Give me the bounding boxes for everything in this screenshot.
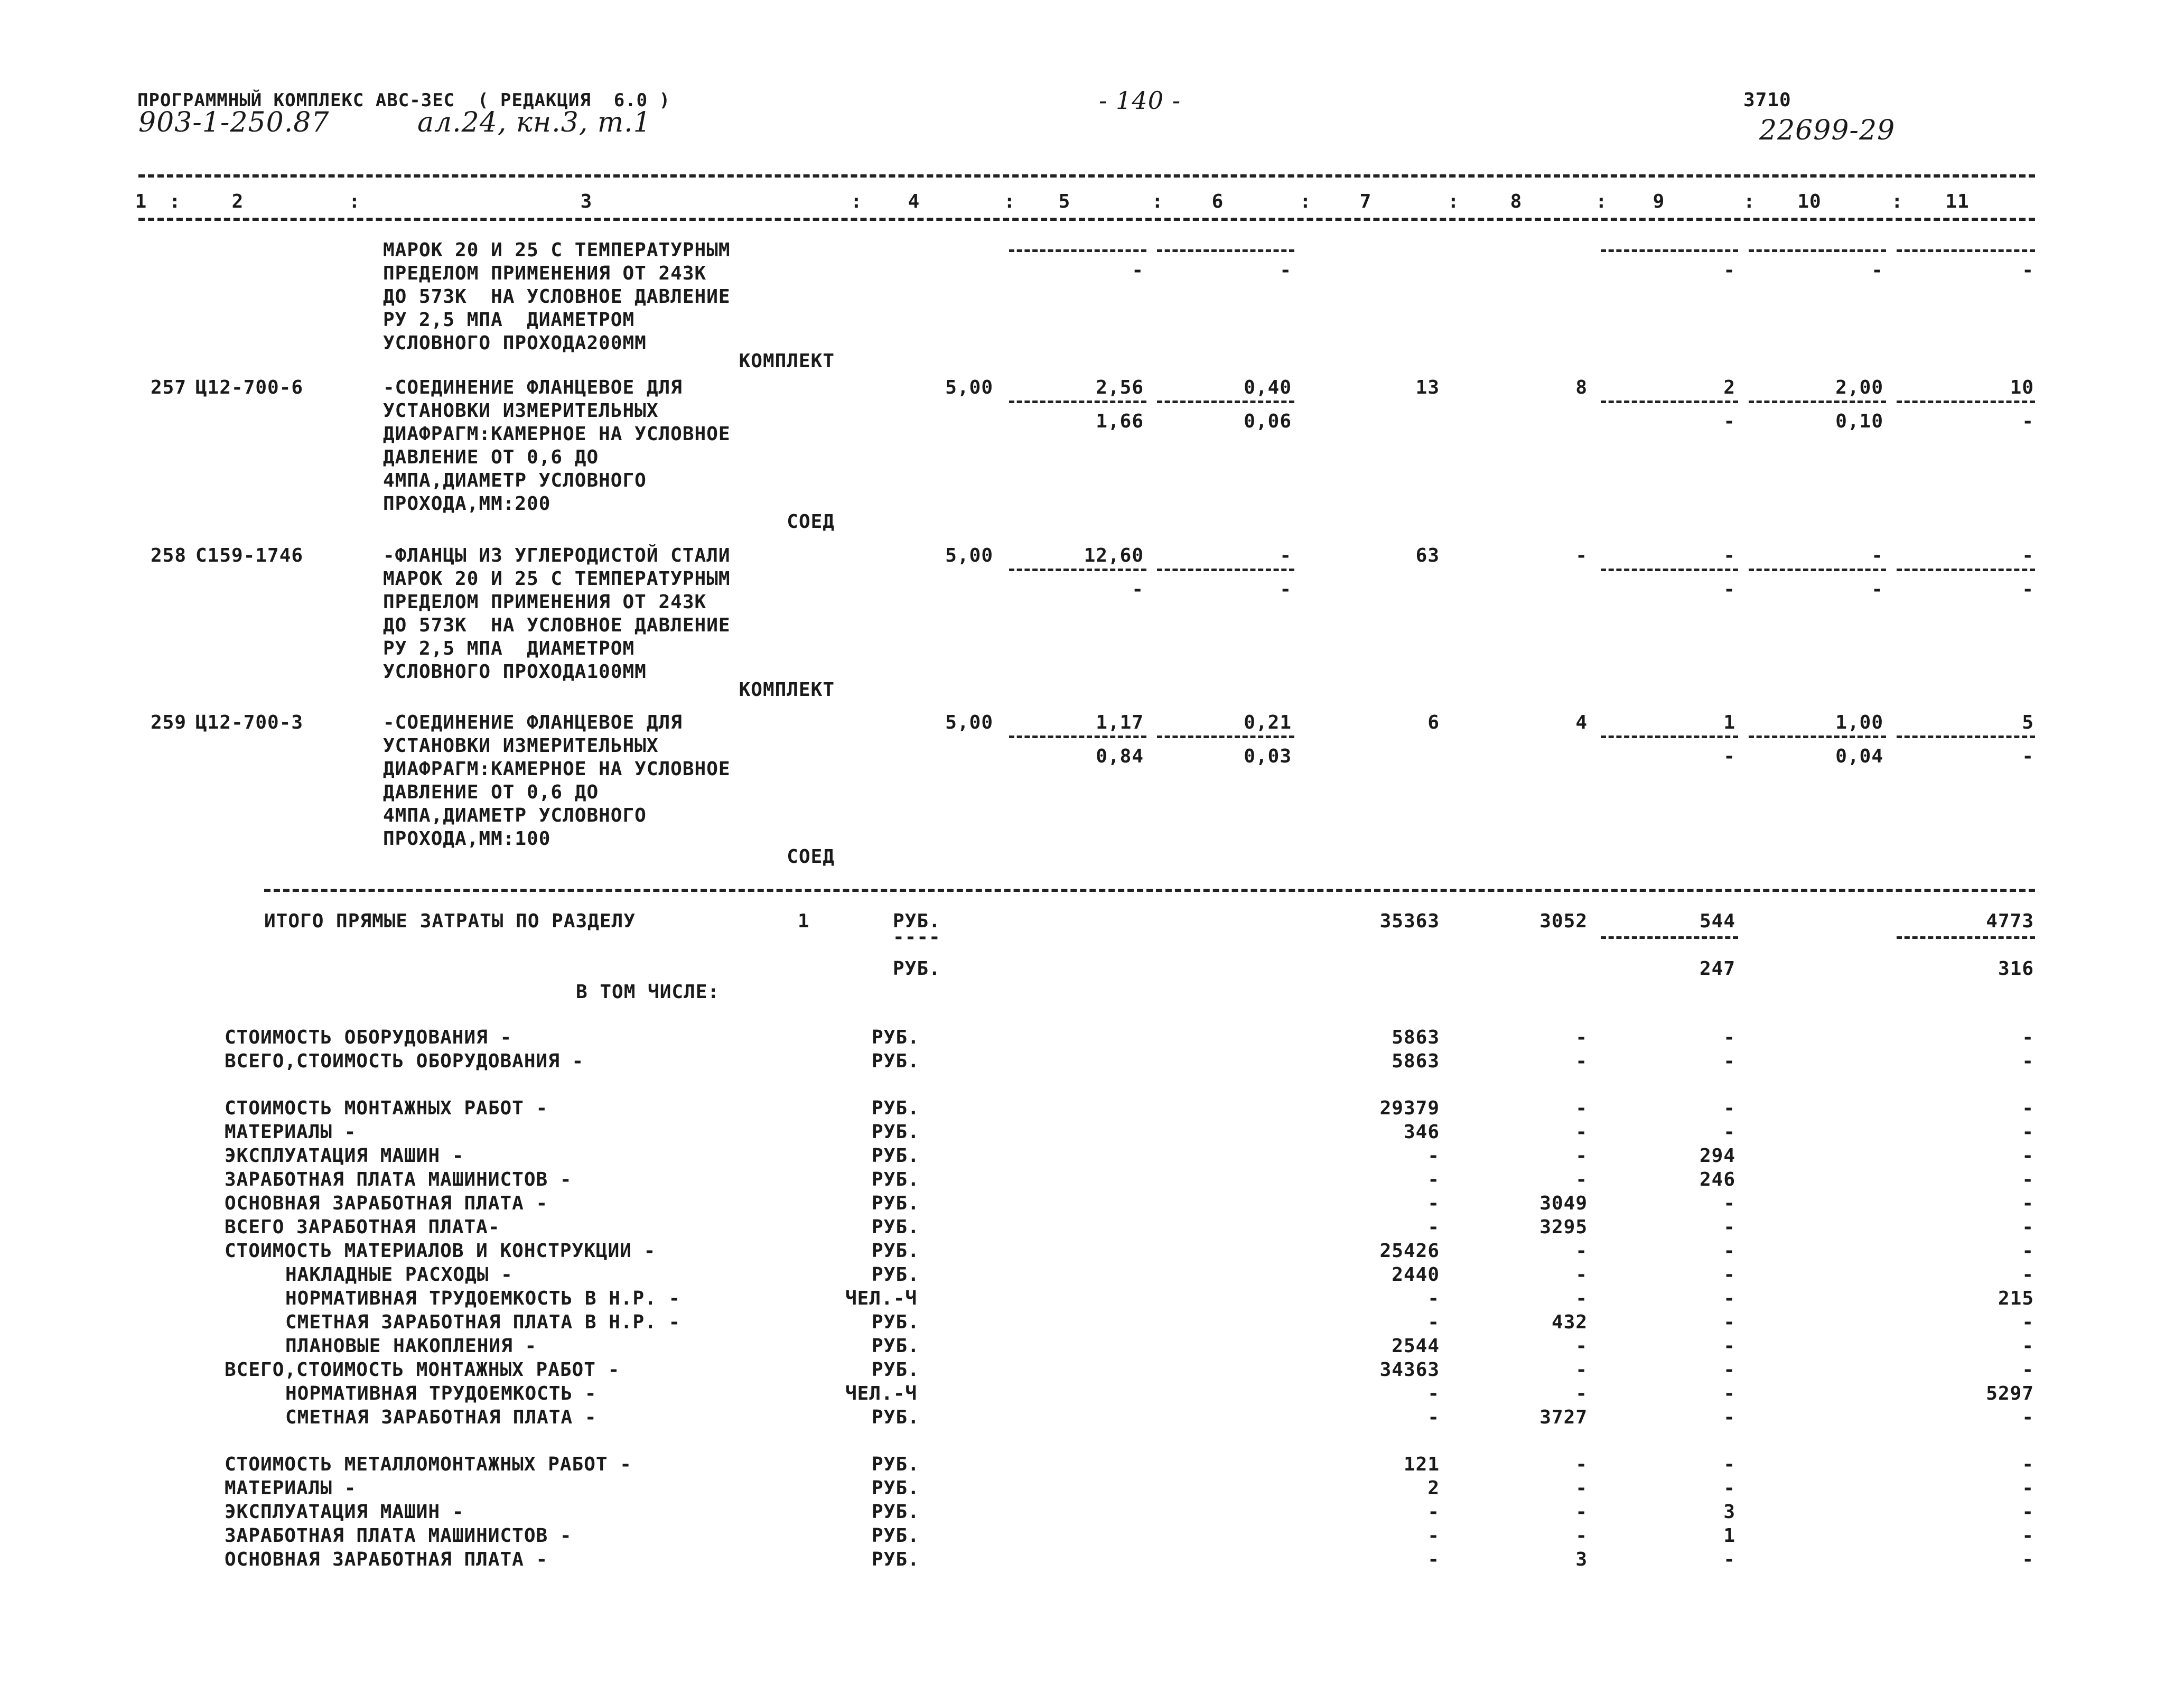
summary-col11: -: [2022, 1097, 2034, 1119]
column-header-4: 4: [908, 191, 920, 212]
summary-label: НОРМАТИВНАЯ ТРУДОЕМКОСТЬ -: [285, 1383, 597, 1404]
cell-col10: -: [1871, 545, 1883, 566]
item-description-line: ПРЕДЕЛОМ ПРИМЕНЕНИЯ ОТ 243К: [383, 591, 707, 613]
summary-label: НОРМАТИВНАЯ ТРУДОЕМКОСТЬ В Н.Р. -: [285, 1288, 681, 1309]
summary-col9: -: [1723, 1335, 1735, 1357]
summary-col7: -: [1427, 1216, 1440, 1238]
summary-unit: РУБ.: [872, 1050, 920, 1072]
item-description-line: ДИАФРАГМ:КАМЕРНОЕ НА УСЛОВНОЕ: [383, 423, 731, 445]
cell-col7: 6: [1427, 712, 1440, 733]
underline-col5: [1009, 736, 1146, 738]
summary-unit: РУБ.: [872, 1145, 920, 1167]
summary-col7: 2544: [1392, 1335, 1440, 1357]
item-unit: СОЕД: [787, 846, 835, 868]
underline-col11: [1897, 401, 2035, 403]
summary-col11: 5297: [1986, 1383, 2034, 1404]
summary-label: ОСНОВНАЯ ЗАРАБОТНАЯ ПЛАТА -: [225, 1549, 548, 1570]
underline-col10: [1749, 736, 1886, 738]
summary-col11: -: [2022, 1216, 2034, 1238]
header-rule-bottom: [138, 218, 2035, 221]
summary-col11: -: [2022, 1454, 2034, 1475]
column-separator: :: [1595, 191, 1608, 212]
item-description-line: УСЛОВНОГО ПРОХОДА100ММ: [383, 661, 647, 683]
cell-col5: 2,56: [1096, 377, 1144, 398]
summary-col11: -: [2022, 1407, 2034, 1428]
summary-col8: -: [1575, 1501, 1588, 1523]
column-header-10: 10: [1797, 191, 1822, 212]
summary-col7: 34363: [1379, 1359, 1440, 1381]
summary-unit: РУБ.: [872, 1193, 920, 1214]
cell-col11: -: [2022, 545, 2034, 566]
total-unit: РУБ.: [893, 910, 941, 932]
total-col9-second: 247: [1699, 958, 1735, 980]
summary-label: МАТЕРИАЛЫ -: [225, 1121, 357, 1143]
item-description-line: ДО 573К НА УСЛОВНОЕ ДАВЛЕНИЕ: [383, 615, 731, 636]
column-separator: :: [169, 191, 181, 212]
total-rule: [264, 889, 2035, 892]
item-code: Ц12-700-6: [195, 377, 304, 398]
column-header-11: 11: [1945, 191, 1970, 212]
cell-col8: 4: [1575, 712, 1588, 733]
underline-col9: [1601, 736, 1738, 738]
cell-col6: 0,40: [1244, 377, 1292, 398]
column-header-3: 3: [580, 191, 593, 212]
column-header-7: 7: [1359, 191, 1372, 212]
summary-label: ЗАРАБОТНАЯ ПЛАТА МАШИНИСТОВ -: [225, 1169, 572, 1190]
cell-col11-second: -: [2022, 579, 2034, 600]
summary-col11: -: [2022, 1145, 2034, 1167]
item-description-line: РУ 2,5 МПА ДИАМЕТРОМ: [383, 309, 635, 331]
program-title: ПРОГРАММНЫЙ КОМПЛЕКС АВС-ЗЕС ( РЕДАКЦИЯ 6.0 ): [137, 90, 671, 111]
underline-col9: [1601, 249, 1738, 252]
summary-col9: -: [1723, 1264, 1735, 1286]
summary-col9: -: [1723, 1359, 1735, 1381]
cell-col6-second: -: [1280, 579, 1292, 600]
cell-col10-second: -: [1871, 259, 1883, 281]
summary-unit: ЧЕЛ.-Ч: [845, 1288, 918, 1309]
cell-col10: 2,00: [1835, 377, 1883, 398]
item-description-line: ДО 573К НА УСЛОВНОЕ ДАВЛЕНИЕ: [383, 286, 731, 308]
item-description-line: РУ 2,5 МПА ДИАМЕТРОМ: [383, 638, 635, 659]
summary-col9: -: [1723, 1454, 1735, 1475]
summary-label: СТОИМОСТЬ МАТЕРИАЛОВ И КОНСТРУКЦИИ -: [225, 1240, 656, 1262]
document-code: 3710: [1743, 89, 1791, 111]
summary-unit: РУБ.: [872, 1311, 920, 1333]
underline-col11: [1897, 569, 2035, 571]
item-description-line: ПРОХОДА,ММ:100: [383, 828, 551, 850]
summary-unit: РУБ.: [872, 1027, 920, 1048]
cell-col10-second: 0,10: [1835, 411, 1883, 432]
summary-label: ПЛАНОВЫЕ НАКОПЛЕНИЯ -: [285, 1335, 537, 1357]
summary-col11: -: [2022, 1525, 2034, 1547]
item-description-line: ДИАФРАГМ:КАМЕРНОЕ НА УСЛОВНОЕ: [383, 758, 731, 780]
summary-col11: -: [2022, 1549, 2034, 1570]
page-number: - 140 -: [1099, 86, 1181, 115]
item-description-line: 4МПА,ДИАМЕТР УСЛОВНОГО: [383, 805, 647, 826]
cell-col4: 5,00: [945, 377, 993, 398]
summary-col9: -: [1723, 1383, 1735, 1404]
item-unit: КОМПЛЕКТ: [739, 350, 835, 372]
item-code: С159-1746: [195, 545, 304, 566]
summary-col8: -: [1575, 1477, 1588, 1499]
summary-col11: -: [2022, 1169, 2034, 1190]
summary-col7: 29379: [1379, 1097, 1440, 1119]
cell-col11-second: -: [2022, 411, 2034, 432]
summary-col8: 3727: [1539, 1407, 1588, 1428]
column-separator: :: [1300, 191, 1312, 212]
column-header-9: 9: [1653, 191, 1665, 212]
item-description-line: ПРОХОДА,ММ:200: [383, 493, 551, 515]
column-header-2: 2: [231, 191, 244, 212]
total-col11: 4773: [1986, 910, 2034, 932]
cell-col11: 5: [2022, 712, 2034, 733]
summary-label: СТОИМОСТЬ МОНТАЖНЫХ РАБОТ -: [225, 1097, 548, 1119]
summary-unit: РУБ.: [872, 1549, 920, 1570]
cell-col5-second: -: [1132, 579, 1144, 600]
item-description-line: УСТАНОВКИ ИЗМЕРИТЕЛЬНЫХ: [383, 735, 659, 757]
summary-unit: РУБ.: [872, 1240, 920, 1262]
column-header-6: 6: [1211, 191, 1224, 212]
summary-col8: -: [1575, 1145, 1588, 1167]
summary-col9: -: [1723, 1549, 1735, 1570]
summary-col7: 5863: [1392, 1027, 1440, 1048]
summary-label: ЭКСПЛУАТАЦИЯ МАШИН -: [225, 1145, 464, 1167]
summary-col7: 5863: [1392, 1050, 1440, 1072]
cell-col10: 1,00: [1835, 712, 1883, 733]
summary-label: СТОИМОСТЬ ОБОРУДОВАНИЯ -: [225, 1027, 512, 1048]
total-col11-second: 316: [1998, 958, 2034, 980]
summary-label: СМЕТНАЯ ЗАРАБОТНАЯ ПЛАТА -: [285, 1407, 597, 1428]
cell-col9-second: -: [1723, 259, 1735, 281]
cell-col6: 0,21: [1244, 712, 1292, 733]
cell-col5: 1,17: [1096, 712, 1144, 733]
total-underline-col9: [1601, 936, 1738, 939]
summary-col9: 3: [1723, 1501, 1735, 1523]
cell-col10-second: -: [1871, 579, 1883, 600]
cell-col7: 13: [1415, 377, 1440, 398]
summary-label: ЗАРАБОТНАЯ ПЛАТА МАШИНИСТОВ -: [225, 1525, 572, 1547]
underline-col5: [1009, 401, 1146, 403]
cell-col8: -: [1575, 545, 1588, 566]
handwritten-album-ref: ал.24, кн.3, т.1: [417, 107, 651, 138]
summary-col7: -: [1427, 1501, 1440, 1523]
summary-col9: -: [1723, 1216, 1735, 1238]
item-description-line: ДАВЛЕНИЕ ОТ 0,6 ДО: [383, 446, 599, 468]
summary-col11: -: [2022, 1335, 2034, 1357]
column-header-8: 8: [1510, 191, 1523, 212]
summary-col9: -: [1723, 1477, 1735, 1499]
summary-unit: РУБ.: [872, 1477, 920, 1499]
summary-col8: -: [1575, 1240, 1588, 1262]
cell-col9: 1: [1723, 712, 1735, 733]
summary-label: ВСЕГО ЗАРАБОТНАЯ ПЛАТА-: [225, 1216, 500, 1238]
total-unit-second: РУБ.: [893, 958, 941, 980]
summary-col7: -: [1427, 1525, 1440, 1547]
summary-col11: -: [2022, 1477, 2034, 1499]
summary-col8: -: [1575, 1121, 1588, 1143]
summary-col9: -: [1723, 1050, 1735, 1072]
summary-col11: 215: [1998, 1288, 2034, 1309]
summary-col8: -: [1575, 1359, 1588, 1381]
summary-label: СТОИМОСТЬ МЕТАЛЛОМОНТАЖНЫХ РАБОТ -: [225, 1454, 632, 1475]
summary-label: ОСНОВНАЯ ЗАРАБОТНАЯ ПЛАТА -: [225, 1193, 548, 1214]
summary-col11: -: [2022, 1501, 2034, 1523]
item-number: 257: [151, 377, 187, 398]
summary-col9: -: [1723, 1121, 1735, 1143]
summary-unit: РУБ.: [872, 1216, 920, 1238]
summary-col8: -: [1575, 1288, 1588, 1309]
summary-label: НАКЛАДНЫЕ РАСХОДЫ -: [285, 1264, 513, 1286]
item-description-line: ДАВЛЕНИЕ ОТ 0,6 ДО: [383, 781, 599, 803]
cell-col11-second: -: [2022, 259, 2034, 281]
underline-col10: [1749, 401, 1886, 403]
total-section-number: 1: [798, 910, 810, 932]
summary-col11: -: [2022, 1193, 2034, 1214]
item-number: 259: [151, 712, 187, 733]
column-separator: :: [1448, 191, 1460, 212]
item-description-line: МАРОК 20 И 25 С ТЕМПЕРАТУРНЫМ: [383, 239, 731, 261]
cell-col11: 10: [2010, 377, 2034, 398]
column-separator: :: [1743, 191, 1756, 212]
summary-label: СМЕТНАЯ ЗАРАБОТНАЯ ПЛАТА В Н.Р. -: [285, 1311, 681, 1333]
cell-col4: 5,00: [945, 712, 993, 733]
column-separator: :: [1152, 191, 1164, 212]
total-col9: 544: [1699, 910, 1735, 932]
cell-col5-second: 1,66: [1096, 411, 1144, 432]
cell-col6-second: 0,06: [1244, 411, 1292, 432]
cell-col7: 63: [1415, 545, 1440, 566]
cell-col6-second: 0,03: [1244, 746, 1292, 767]
including-heading: В ТОМ ЧИСЛЕ:: [576, 981, 720, 1003]
total-col7: 35363: [1379, 910, 1440, 932]
summary-col11: -: [2022, 1264, 2034, 1286]
summary-unit: РУБ.: [872, 1097, 920, 1119]
total-label: ИТОГО ПРЯМЫЕ ЗАТРАТЫ ПО РАЗДЕЛУ: [264, 910, 636, 932]
summary-col7: 2: [1427, 1477, 1440, 1499]
summary-col8: 3295: [1539, 1216, 1588, 1238]
summary-col7: 346: [1403, 1121, 1440, 1143]
summary-unit: РУБ.: [872, 1501, 920, 1523]
summary-col9: 246: [1699, 1169, 1735, 1190]
cell-col9: -: [1723, 545, 1735, 566]
handwritten-project-code: 903-1-250.87: [138, 107, 330, 138]
summary-col11: -: [2022, 1121, 2034, 1143]
column-separator: :: [349, 191, 361, 212]
total-unit-underline: ----: [893, 926, 941, 948]
cell-col6-second: -: [1280, 259, 1292, 281]
summary-col7: 2440: [1392, 1264, 1440, 1286]
handwritten-inventory-number: 22699-29: [1759, 115, 1896, 146]
item-description-line: -ФЛАНЦЫ ИЗ УГЛЕРОДИСТОЙ СТАЛИ: [383, 545, 731, 566]
summary-unit: ЧЕЛ.-Ч: [845, 1383, 918, 1404]
item-description-line: УСЛОВНОГО ПРОХОДА200ММ: [383, 332, 647, 354]
item-description-line: ПРЕДЕЛОМ ПРИМЕНЕНИЯ ОТ 243К: [383, 263, 707, 284]
cell-col10-second: 0,04: [1835, 746, 1883, 767]
underline-col6: [1157, 736, 1294, 738]
column-separator: :: [851, 191, 863, 212]
summary-col8: -: [1575, 1383, 1588, 1404]
underline-col10: [1749, 249, 1886, 252]
cell-col5: 12,60: [1084, 545, 1144, 566]
item-code: Ц12-700-3: [195, 712, 304, 733]
summary-label: ВСЕГО,СТОИМОСТЬ ОБОРУДОВАНИЯ -: [225, 1050, 584, 1072]
summary-col9: -: [1723, 1407, 1735, 1428]
summary-unit: РУБ.: [872, 1359, 920, 1381]
summary-col8: -: [1575, 1027, 1588, 1048]
underline-col5: [1009, 249, 1146, 252]
summary-col11: -: [2022, 1311, 2034, 1333]
summary-unit: РУБ.: [872, 1454, 920, 1475]
summary-unit: РУБ.: [872, 1407, 920, 1428]
summary-unit: РУБ.: [872, 1335, 920, 1357]
summary-col8: -: [1575, 1525, 1588, 1547]
summary-col11: -: [2022, 1027, 2034, 1048]
cell-col8: 8: [1575, 377, 1588, 398]
underline-col6: [1157, 249, 1294, 252]
summary-unit: РУБ.: [872, 1121, 920, 1143]
cell-col5-second: 0,84: [1096, 746, 1144, 767]
column-separator: :: [1891, 191, 1903, 212]
underline-col9: [1601, 569, 1738, 571]
cell-col9-second: -: [1723, 411, 1735, 432]
underline-col11: [1897, 249, 2035, 252]
cell-col9-second: -: [1723, 746, 1735, 767]
column-header-1: 1: [135, 191, 147, 212]
summary-col7: -: [1427, 1288, 1440, 1309]
summary-col8: -: [1575, 1097, 1588, 1119]
cell-col9-second: -: [1723, 579, 1735, 600]
summary-col9: -: [1723, 1027, 1735, 1048]
summary-col7: 25426: [1379, 1240, 1440, 1262]
summary-col8: -: [1575, 1169, 1588, 1190]
summary-col11: -: [2022, 1240, 2034, 1262]
item-unit: СОЕД: [787, 511, 835, 533]
column-separator: :: [1004, 191, 1016, 212]
item-number: 258: [151, 545, 187, 566]
column-header-5: 5: [1058, 191, 1071, 212]
underline-col6: [1157, 401, 1294, 403]
summary-col9: -: [1723, 1240, 1735, 1262]
summary-col9: -: [1723, 1288, 1735, 1309]
item-unit: КОМПЛЕКТ: [739, 679, 835, 701]
summary-label: МАТЕРИАЛЫ -: [225, 1477, 357, 1499]
summary-col9: -: [1723, 1311, 1735, 1333]
summary-col8: -: [1575, 1335, 1588, 1357]
summary-col8: -: [1575, 1050, 1588, 1072]
summary-col8: -: [1575, 1264, 1588, 1286]
summary-col7: -: [1427, 1549, 1440, 1570]
summary-col7: 121: [1403, 1454, 1440, 1475]
summary-unit: РУБ.: [872, 1169, 920, 1190]
summary-col9: 294: [1699, 1145, 1735, 1167]
header-rule-top: [138, 174, 2035, 178]
summary-col11: -: [2022, 1359, 2034, 1381]
total-col8: 3052: [1539, 910, 1588, 932]
item-description-line: -СОЕДИНЕНИЕ ФЛАНЦЕВОЕ ДЛЯ: [383, 712, 683, 733]
underline-col11: [1897, 736, 2035, 738]
summary-col9: -: [1723, 1097, 1735, 1119]
summary-col8: -: [1575, 1454, 1588, 1475]
item-description-line: -СОЕДИНЕНИЕ ФЛАНЦЕВОЕ ДЛЯ: [383, 377, 683, 398]
summary-col7: -: [1427, 1145, 1440, 1167]
summary-col7: -: [1427, 1407, 1440, 1428]
underline-col6: [1157, 569, 1294, 571]
summary-col9: -: [1723, 1193, 1735, 1214]
underline-col10: [1749, 569, 1886, 571]
cell-col11-second: -: [2022, 746, 2034, 767]
summary-col7: -: [1427, 1311, 1440, 1333]
item-description-line: 4МПА,ДИАМЕТР УСЛОВНОГО: [383, 470, 647, 491]
item-description-line: УСТАНОВКИ ИЗМЕРИТЕЛЬНЫХ: [383, 400, 659, 422]
summary-col8: 3: [1575, 1549, 1588, 1570]
summary-unit: РУБ.: [872, 1525, 920, 1547]
cell-col6: -: [1280, 545, 1292, 566]
summary-col8: 3049: [1539, 1193, 1588, 1214]
item-description-line: МАРОК 20 И 25 С ТЕМПЕРАТУРНЫМ: [383, 568, 731, 590]
summary-col7: -: [1427, 1193, 1440, 1214]
summary-col7: -: [1427, 1169, 1440, 1190]
cell-col5-second: -: [1132, 259, 1144, 281]
summary-label: ЭКСПЛУАТАЦИЯ МАШИН -: [225, 1501, 464, 1523]
underline-col9: [1601, 401, 1738, 403]
cell-col4: 5,00: [945, 545, 993, 566]
summary-unit: РУБ.: [872, 1264, 920, 1286]
total-underline-col11: [1897, 936, 2035, 939]
summary-col11: -: [2022, 1050, 2034, 1072]
cell-col9: 2: [1723, 377, 1735, 398]
underline-col5: [1009, 569, 1146, 571]
summary-label: ВСЕГО,СТОИМОСТЬ МОНТАЖНЫХ РАБОТ -: [225, 1359, 620, 1381]
summary-col8: 432: [1551, 1311, 1588, 1333]
summary-col9: 1: [1723, 1525, 1735, 1547]
summary-col7: -: [1427, 1383, 1440, 1404]
